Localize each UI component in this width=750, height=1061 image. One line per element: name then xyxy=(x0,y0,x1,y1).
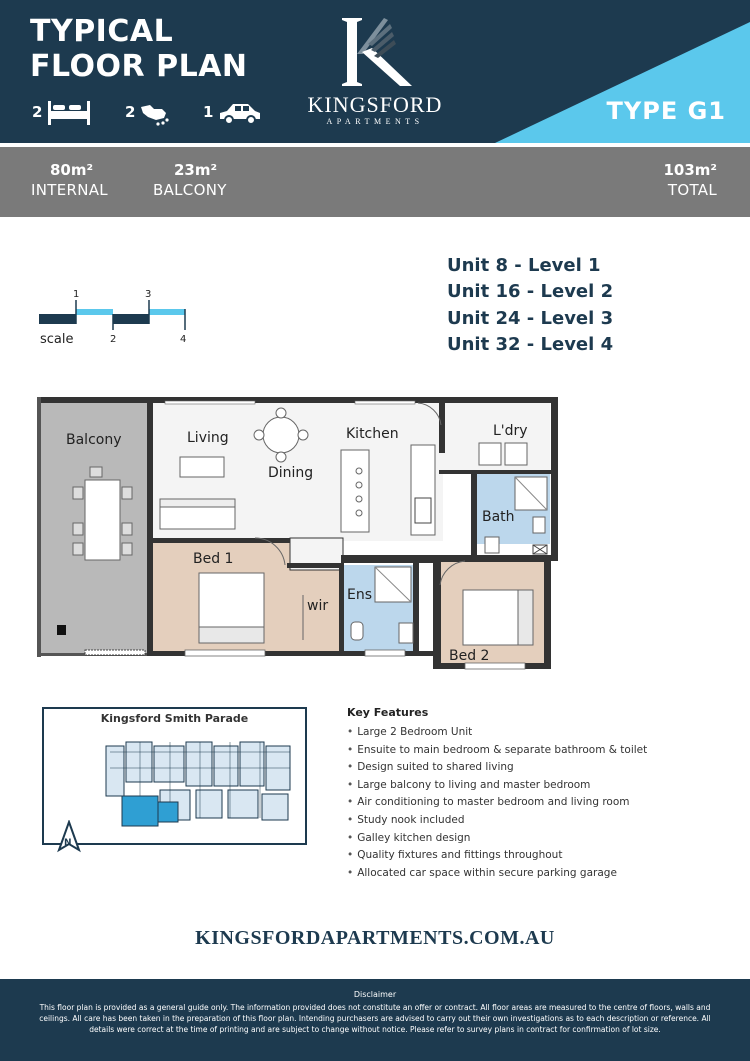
area-summary-bar xyxy=(0,147,750,217)
brand-subtitle: APARTMENTS xyxy=(326,117,424,126)
brand-name: KINGSFORD xyxy=(307,92,443,117)
key-feature-item: • Large 2 Bedroom Unit xyxy=(347,724,647,742)
room-label-living: Living xyxy=(187,430,229,446)
car-icon xyxy=(218,101,262,125)
internal-area-label: INTERNAL xyxy=(31,181,108,199)
key-features-list xyxy=(347,724,647,882)
unit-line: Unit 16 - Level 2 xyxy=(447,281,614,302)
room-label-bed1: Bed 1 xyxy=(193,551,234,567)
location-map-title: Kingsford Smith Parade xyxy=(100,712,249,725)
bath-icon xyxy=(138,97,172,129)
bed-icon xyxy=(47,98,91,126)
key-feature-item: • Design suited to shared living xyxy=(347,759,647,777)
title-line-2: FLOOR PLAN xyxy=(30,49,248,84)
room-label-kitchen: Kitchen xyxy=(346,426,399,442)
carspace-count: 1 xyxy=(203,103,214,121)
room-label-ensuite: Ens xyxy=(347,587,373,603)
balcony-area-label: BALCONY xyxy=(153,181,227,199)
bathroom-count: 2 xyxy=(125,103,136,121)
site-map xyxy=(100,738,300,833)
north-arrow-icon xyxy=(57,820,81,854)
unit-line: Unit 24 - Level 3 xyxy=(447,308,614,329)
disclaimer-title: Disclaimer xyxy=(353,990,397,999)
unit-location-highlight xyxy=(122,796,158,826)
internal-area-value: 80m² xyxy=(50,161,94,179)
room-label-bath: Bath xyxy=(482,509,515,525)
key-feature-item: • Allocated car space within secure parking garage xyxy=(347,865,647,883)
title-line-1: TYPICAL xyxy=(30,14,174,49)
unit-line: Unit 8 - Level 1 xyxy=(447,255,601,276)
north-label: N xyxy=(64,838,72,848)
key-feature-item: • Study nook included xyxy=(347,812,647,830)
room-label-wir: wir xyxy=(307,598,329,614)
key-feature-item: • Air conditioning to master bedroom and living room xyxy=(347,794,647,812)
room-label-dining: Dining xyxy=(268,465,314,481)
scale-bar xyxy=(38,300,188,330)
room-label-bed2: Bed 2 xyxy=(449,648,490,664)
total-area-value: 103m² xyxy=(663,161,717,179)
scale-tick-label: 1 xyxy=(73,289,80,300)
kingsford-logo-icon xyxy=(338,14,414,90)
room-label-laundry: L'dry xyxy=(493,423,528,439)
unit-line: Unit 32 - Level 4 xyxy=(447,334,614,355)
balcony-area-value: 23m² xyxy=(174,161,218,179)
website-link[interactable]: KINGSFORDAPARTMENTS.COM.AU xyxy=(195,927,555,949)
total-area-label: TOTAL xyxy=(667,181,717,199)
key-feature-item: • Large balcony to living and master bedroom xyxy=(347,777,647,795)
key-feature-item: • Quality fixtures and fittings throughout xyxy=(347,847,647,865)
room-label-balcony: Balcony xyxy=(66,432,122,448)
scale-label: scale xyxy=(40,332,74,347)
key-feature-item: • Ensuite to main bedroom & separate bathroom & toilet xyxy=(347,742,647,760)
disclaimer-text: This floor plan is provided as a general guide only. The information provided does not constitute an offer or contract. All floor areas are measured to the centre of floors, walls and ceilings. All care has been taken in the preparation of this floor plan. Intending purchasers are advised to carry out their own investigations as to each description or reference. All details were correct at the time of printing and are subject to change without notice. Please refer to survey plans in contract for confirmation of lot size. xyxy=(39,1003,711,1034)
key-feature-item: • Galley kitchen design xyxy=(347,830,647,848)
type-label: TYPE G1 xyxy=(606,97,726,125)
key-features-title: Key Features xyxy=(347,706,429,719)
scale-tick-label: 2 xyxy=(110,334,117,345)
scale-tick-label: 3 xyxy=(145,289,152,300)
scale-tick-label: 4 xyxy=(180,334,187,345)
bedroom-count: 2 xyxy=(32,103,43,121)
page-title xyxy=(30,14,290,84)
